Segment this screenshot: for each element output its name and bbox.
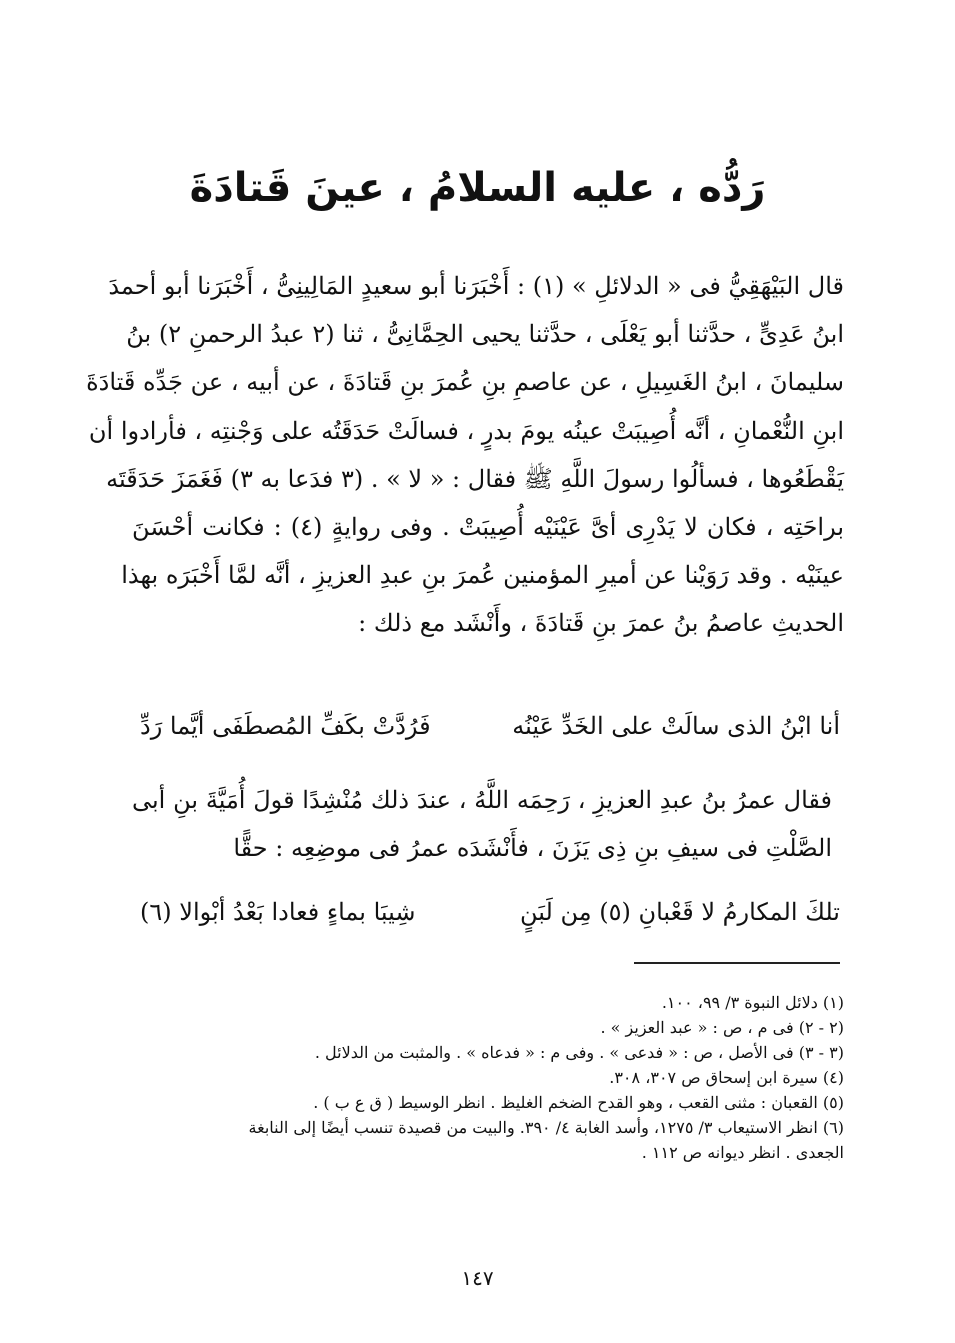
page-number: ١٤٧	[461, 1266, 494, 1290]
poetry-verse	[140, 892, 840, 932]
footnote: (٤) سيرة ابن إسحاق ص ٣٠٧، ٣٠٨.	[609, 1068, 844, 1087]
body-line: سليمانَ ، ابنُ الغَسِيلِ ، عن عاصمِ بنِ عُمرَ بنِ قَتادَةَ ، عن أبيه ، عن جَدِّه قَتادَةَ	[86, 368, 844, 397]
body-line: يَقْطَعُوها ، فسألُوا رسولَ اللَّهِ ﷺ فقال : « لا » . (٣ فدَعا به ٣) فَغَمَزَ حَدَقَتَه	[106, 464, 844, 493]
verse-second-hemistich: فَرُدَّتْ بكَفِّ المُصطَفَى أيَّما رَدِّ	[140, 712, 431, 740]
body-line: الصَّلْتِ فى سيفِ بنِ ذِى يَزَنَ ، فأَنْشَدَه عمرُ فى موضِعِه : حقًّا	[233, 834, 832, 863]
footnote: (٢ - ٢) فى م ، ص : « عبد العزيز » .	[600, 1018, 844, 1037]
footnote: (٦) انظر الاستيعاب ٣/ ١٢٧٥، وأسد الغابة ٤/ ٣٩٠. والبيت من قصيدة تنسب أيضًا إلى النابغة	[248, 1118, 844, 1137]
main-paragraph	[86, 262, 845, 648]
poetry-verse	[140, 706, 840, 746]
chapter-title: رَدُّه ، عليه السلامُ ، عينَ قَتادَةَ	[189, 165, 766, 211]
body-line: عينَيْه . وقد رَوَيْنا عن أميرِ المؤمنين عُمرَ بنِ عبدِ العزيزِ ، أنَّه لمَّا أَخْبَرَه بهذا	[121, 561, 844, 590]
body-line: ابنِ النُّعْمانِ ، أنَّه أُصِيبَتْ عينُه يومَ بدرٍ ، فسالَتْ حَدَقَتُه على وَجْنتِه ، فأرادوا أن	[88, 416, 844, 445]
body-line: الحديثِ عاصمُ بنُ عمرَ بنِ قَتادَةَ ، وأَنْشَد مع ذلك :	[358, 609, 844, 638]
verse-second-hemistich: شِيبَا بماءٍ فعادا بَعْدُ أبْوالا (٦)	[140, 898, 416, 926]
body-line: قال البَيْهَقِيُّ فى « الدلائلِ » (١) : أَخْبَرَنا أبو سعيدٍ المَالِينِىُّ ، أَخْبَرَنا أبو أحمدَ	[108, 272, 844, 300]
verse-first-hemistich: أنا ابْنُ الذى سالَتْ على الخَدِّ عَيْنُه	[512, 712, 840, 740]
body-line: فقال عمرُ بنُ عبدِ العزيزِ ، رَحِمَه اللَّهُ ، عندَ ذلك مُنْشِدًا قولَ أُمَيَّةَ بنِ أبى	[132, 786, 833, 814]
footnote-divider	[634, 962, 840, 964]
footnotes	[132, 990, 844, 1165]
footnote: (٥) القعبان : مثنى القعب ، وهو القدح الضخم الغليظ . انظر الوسيط ( ق ع ب ) .	[313, 1093, 844, 1112]
second-paragraph	[132, 774, 832, 870]
footnote: (٣ - ٣) فى الأصل ، ص : « فدعى » . وفى م : « فدعاه » . والمثبت من الدلائل .	[314, 1043, 844, 1062]
footnote-continuation: الجعدى . انظر ديوانه ص ١١٢ .	[641, 1143, 844, 1162]
body-line: براحَتِه ، فكان لا يَدْرِى أىَّ عَيْنَيْه أُصِيبَتْ . وفى روايةٍ (٤) : فكانت أحْسَنَ	[132, 512, 845, 541]
body-line: ابنُ عَدِىٍّ ، حدَّثنا أبو يَعْلَى ، حدَّثنا يحيى الحِمَّانِىُّ ، ثنا (٢ عبدُ الرحمنِ ٢) بنُ	[126, 320, 844, 349]
footnote: (١) دلائل النبوة ٣/ ٩٩، ١٠٠.	[661, 993, 844, 1012]
verse-first-hemistich: تلكَ المكارمُ لا قَعْبانِ (٥) مِن لَبَنٍ	[520, 898, 840, 926]
